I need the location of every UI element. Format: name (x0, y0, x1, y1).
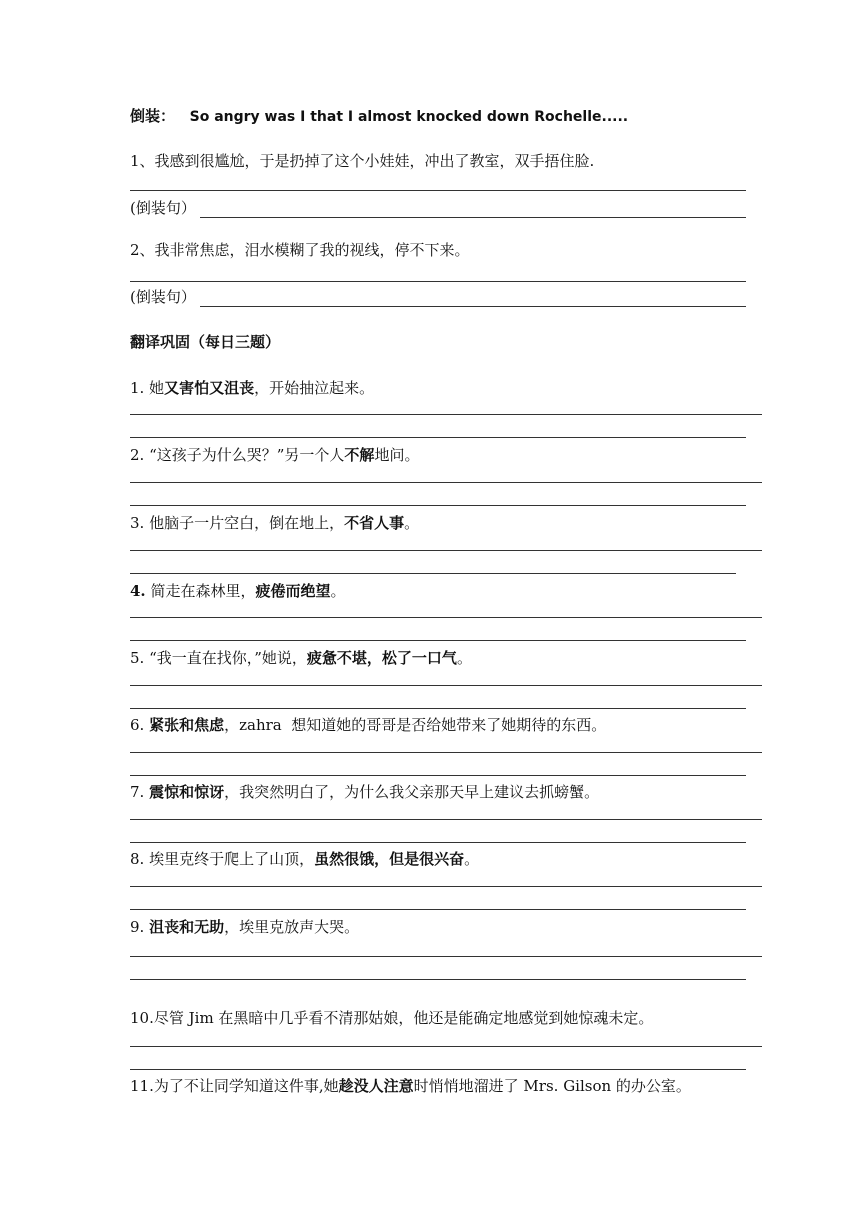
answer-line[interactable] (130, 1046, 762, 1047)
translation-item-8 (130, 849, 479, 869)
item-number: 4. (130, 582, 146, 600)
key-phrase: 震惊和惊讶 (149, 783, 225, 801)
inversion-answer-row-1 (130, 198, 746, 218)
answer-line[interactable] (130, 617, 762, 618)
translation-item-5 (130, 648, 472, 668)
key-phrase: 沮丧和无助 (149, 918, 225, 936)
translation-item-1 (130, 378, 374, 398)
item-text: “我一直在找你，”她说， (144, 649, 307, 667)
answer-line[interactable] (130, 956, 762, 957)
item-text: 他脑子一片空白，倒在地上， (144, 514, 345, 532)
item-text-tail: 。 (404, 514, 420, 532)
key-phrase: 不解 (344, 446, 375, 464)
answer-line[interactable] (130, 775, 746, 776)
answer-line[interactable] (130, 437, 746, 438)
item-number: 2. (130, 446, 145, 464)
translation-item-11 (130, 1076, 691, 1096)
inversion-label: 倒装： (130, 107, 176, 125)
inversion-item-1: 1、我感到很尴尬，于是扔掉了这个小娃娃，冲出了教室，双手捂住脸. (130, 152, 595, 170)
item-text-tail: ，开始抽泣起来。 (254, 379, 375, 397)
answer-line[interactable] (130, 190, 746, 191)
item-number: 10. (130, 1009, 154, 1027)
item-text-tail: 时悄悄地溜进了 Mrs. Gilson 的办公室。 (413, 1077, 691, 1095)
item-text: 她 (144, 379, 165, 397)
answer-line[interactable] (130, 909, 746, 910)
answer-line[interactable] (130, 550, 762, 551)
example-sentence: So angry was I that I almost knocked down Rochelle..... (189, 109, 629, 125)
item-number: 5. (130, 649, 145, 667)
item-text-tail: ，zahra 想知道她的哥哥是否给她带来了她期待的东西。 (224, 716, 607, 734)
inversion-heading (130, 106, 628, 127)
item-text-tail: 。 (456, 649, 472, 667)
translation-item-4 (130, 581, 345, 601)
key-phrase: 疲倦而绝望 (255, 582, 331, 600)
item-text-tail: ，我突然明白了，为什么我父亲那天早上建议去抓螃蟹。 (224, 783, 600, 801)
answer-line[interactable] (130, 979, 746, 980)
translation-item-9 (130, 917, 359, 937)
item-text-tail: 地问。 (374, 446, 420, 464)
inversion-answer-label: (倒装句） (130, 199, 196, 217)
answer-line[interactable] (130, 573, 736, 574)
item-number: 9. (130, 918, 145, 936)
answer-line[interactable] (130, 281, 746, 282)
answer-line[interactable] (130, 842, 746, 843)
answer-line[interactable] (130, 1069, 746, 1070)
item-number: 3. (130, 514, 145, 532)
answer-line[interactable] (200, 292, 746, 307)
answer-line[interactable] (130, 819, 762, 820)
item-text-tail: ，埃里克放声大哭。 (224, 918, 360, 936)
item-number: 6. (130, 716, 145, 734)
key-phrase: 又害怕又沮丧 (164, 379, 255, 397)
item-text: 尽管 Jim 在黑暗中几乎看不清那姑娘，他还是能确定地感觉到她惊魂未定。 (153, 1009, 654, 1027)
key-phrase: 疲惫不堪，松了一口气 (306, 649, 457, 667)
inversion-item-2: 2、我非常焦虑，泪水模糊了我的视线，停不下来。 (130, 241, 470, 259)
item-text-tail: 。 (330, 582, 346, 600)
translation-item-7 (130, 782, 599, 802)
key-phrase: 虽然很饿，但是很兴奋 (314, 850, 465, 868)
translation-item-3 (130, 513, 419, 533)
item-number: 8. (130, 850, 145, 868)
item-number: 11. (130, 1077, 154, 1095)
key-phrase: 紧张和焦虑 (149, 716, 225, 734)
item-text: 为了不让同学知道这件事,她 (153, 1077, 339, 1095)
item-text-tail: 。 (464, 850, 480, 868)
key-phrase: 趁没人注意 (338, 1077, 414, 1095)
answer-line[interactable] (130, 640, 746, 641)
section-title: 翻译巩固（每日三题） (130, 333, 281, 351)
item-text: “这孩子为什么哭？”另一个人 (144, 446, 345, 464)
translation-item-10 (130, 1008, 653, 1028)
answer-line[interactable] (130, 505, 746, 506)
item-number: 7. (130, 783, 145, 801)
item-number: 1. (130, 379, 145, 397)
item-text: 简走在森林里， (145, 582, 256, 600)
answer-line[interactable] (130, 482, 762, 483)
answer-line[interactable] (130, 414, 762, 415)
translation-item-6 (130, 715, 606, 735)
answer-line[interactable] (130, 886, 762, 887)
answer-line[interactable] (200, 203, 746, 218)
inversion-answer-label: (倒装句） (130, 288, 196, 306)
inversion-answer-row-2 (130, 287, 746, 307)
answer-line[interactable] (130, 708, 746, 709)
key-phrase: 不省人事 (344, 514, 405, 532)
translation-item-2 (130, 445, 419, 465)
answer-line[interactable] (130, 752, 762, 753)
item-text: 埃里克终于爬上了山顶， (144, 850, 315, 868)
answer-line[interactable] (130, 685, 762, 686)
